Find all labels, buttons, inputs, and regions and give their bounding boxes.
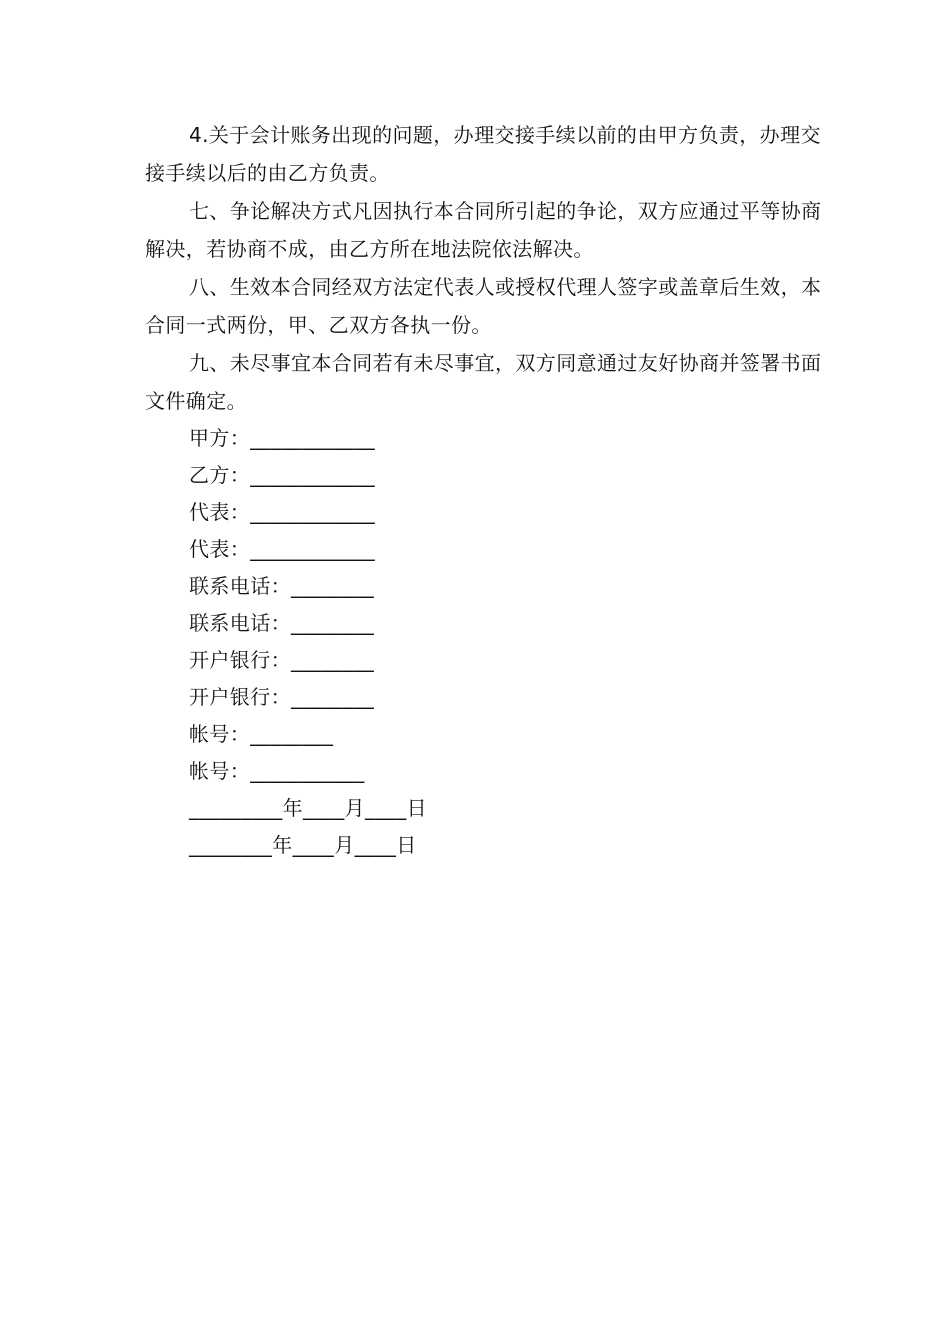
bank-a-line: 开户银行：________ <box>189 648 375 672</box>
representative-a-line: 代表：____________ <box>189 500 375 524</box>
bank-b-line: 开户银行：________ <box>189 685 375 709</box>
document-body <box>145 116 825 864</box>
date-a-line: _________年____月____日 <box>189 796 427 820</box>
phone-a-line: 联系电话：________ <box>189 574 375 598</box>
paragraph-dispute-resolution: 七、争论解决方式凡因执行本合同所引起的争论，双方应通过平等协商解决，若协商不成，由乙方所在地法院依法解决。 <box>145 199 822 261</box>
account-b-line: 帐号：___________ <box>189 759 365 783</box>
paragraph-effectiveness: 八、生效本合同经双方法定代表人或授权代理人签字或盖章后生效，本合同一式两份，甲、乙双方各执一份。 <box>145 275 822 337</box>
date-b-line: ________年____月____日 <box>189 833 417 857</box>
party-b-line: 乙方：____________ <box>189 463 375 487</box>
paragraph-accounting: 4.关于会计账务出现的问题，办理交接手续以前的由甲方负责，办理交接手续以后的由乙方负责。 <box>145 123 821 185</box>
representative-b-line: 代表：____________ <box>189 537 375 561</box>
account-a-line: 帐号：________ <box>189 722 334 746</box>
party-a-line: 甲方：____________ <box>189 426 375 450</box>
paragraph-unfinished-matters: 九、未尽事宜本合同若有未尽事宜，双方同意通过友好协商并签署书面文件确定。 <box>145 351 822 413</box>
phone-b-line: 联系电话：________ <box>189 611 375 635</box>
signature-block <box>145 420 825 864</box>
